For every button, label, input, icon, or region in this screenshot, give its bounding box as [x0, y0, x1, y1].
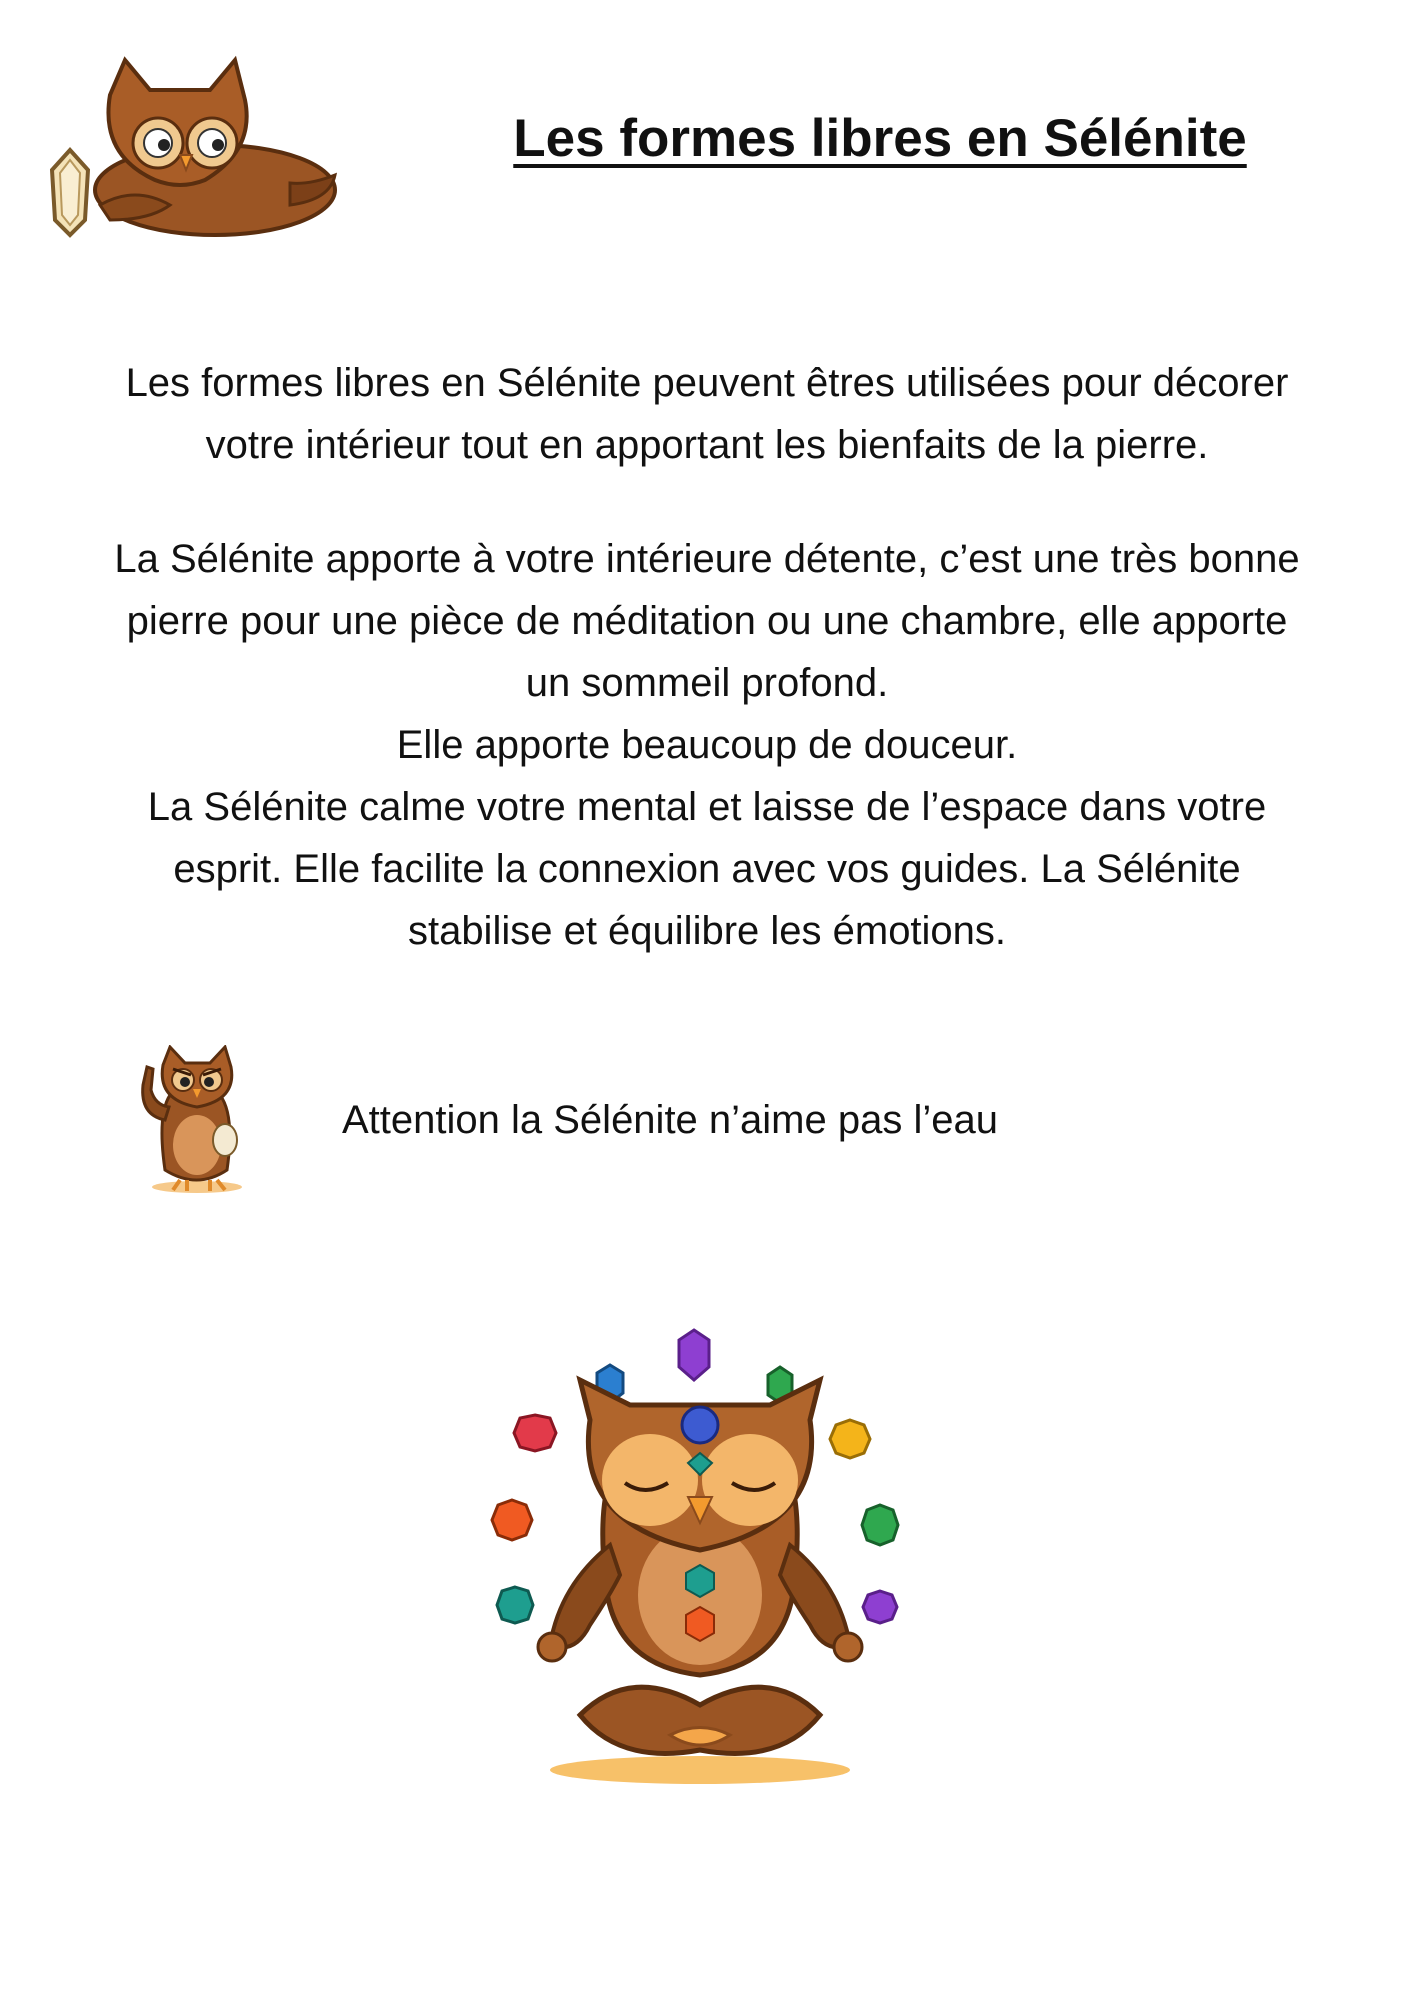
benefits-paragraph [40, 528, 1374, 962]
benefits-line: La Sélénite calme votre mental et laisse de l’espace dans votre [147, 785, 1267, 829]
warning-text: Attention la Sélénite n’aime pas l’eau [342, 1098, 998, 1142]
intro-paragraph [40, 352, 1374, 476]
benefits-line: pierre pour une pièce de méditation ou une chambre, elle apporte [126, 599, 1288, 643]
benefits-line: La Sélénite apporte à votre intérieure détente, c’est une très bonne [114, 537, 1300, 581]
owl-lying-with-crystal-icon [40, 55, 340, 245]
intro-line: Les formes libres en Sélénite peuvent êtres utilisées pour décorer [125, 361, 1289, 405]
benefits-line: esprit. Elle facilite la connexion avec vos guides. La Sélénite [173, 847, 1241, 891]
meditating-owl-with-gems-icon [480, 1325, 920, 1795]
benefits-line: un sommeil profond. [525, 661, 889, 705]
owl-raising-finger-icon [125, 1045, 260, 1195]
page-title: Les formes libres en Sélénite [513, 109, 1247, 168]
intro-line: votre intérieur tout en apportant les bienfaits de la pierre. [205, 423, 1209, 467]
benefits-line: Elle apporte beaucoup de douceur. [396, 723, 1018, 767]
benefits-line: stabilise et équilibre les émotions. [407, 909, 1007, 953]
